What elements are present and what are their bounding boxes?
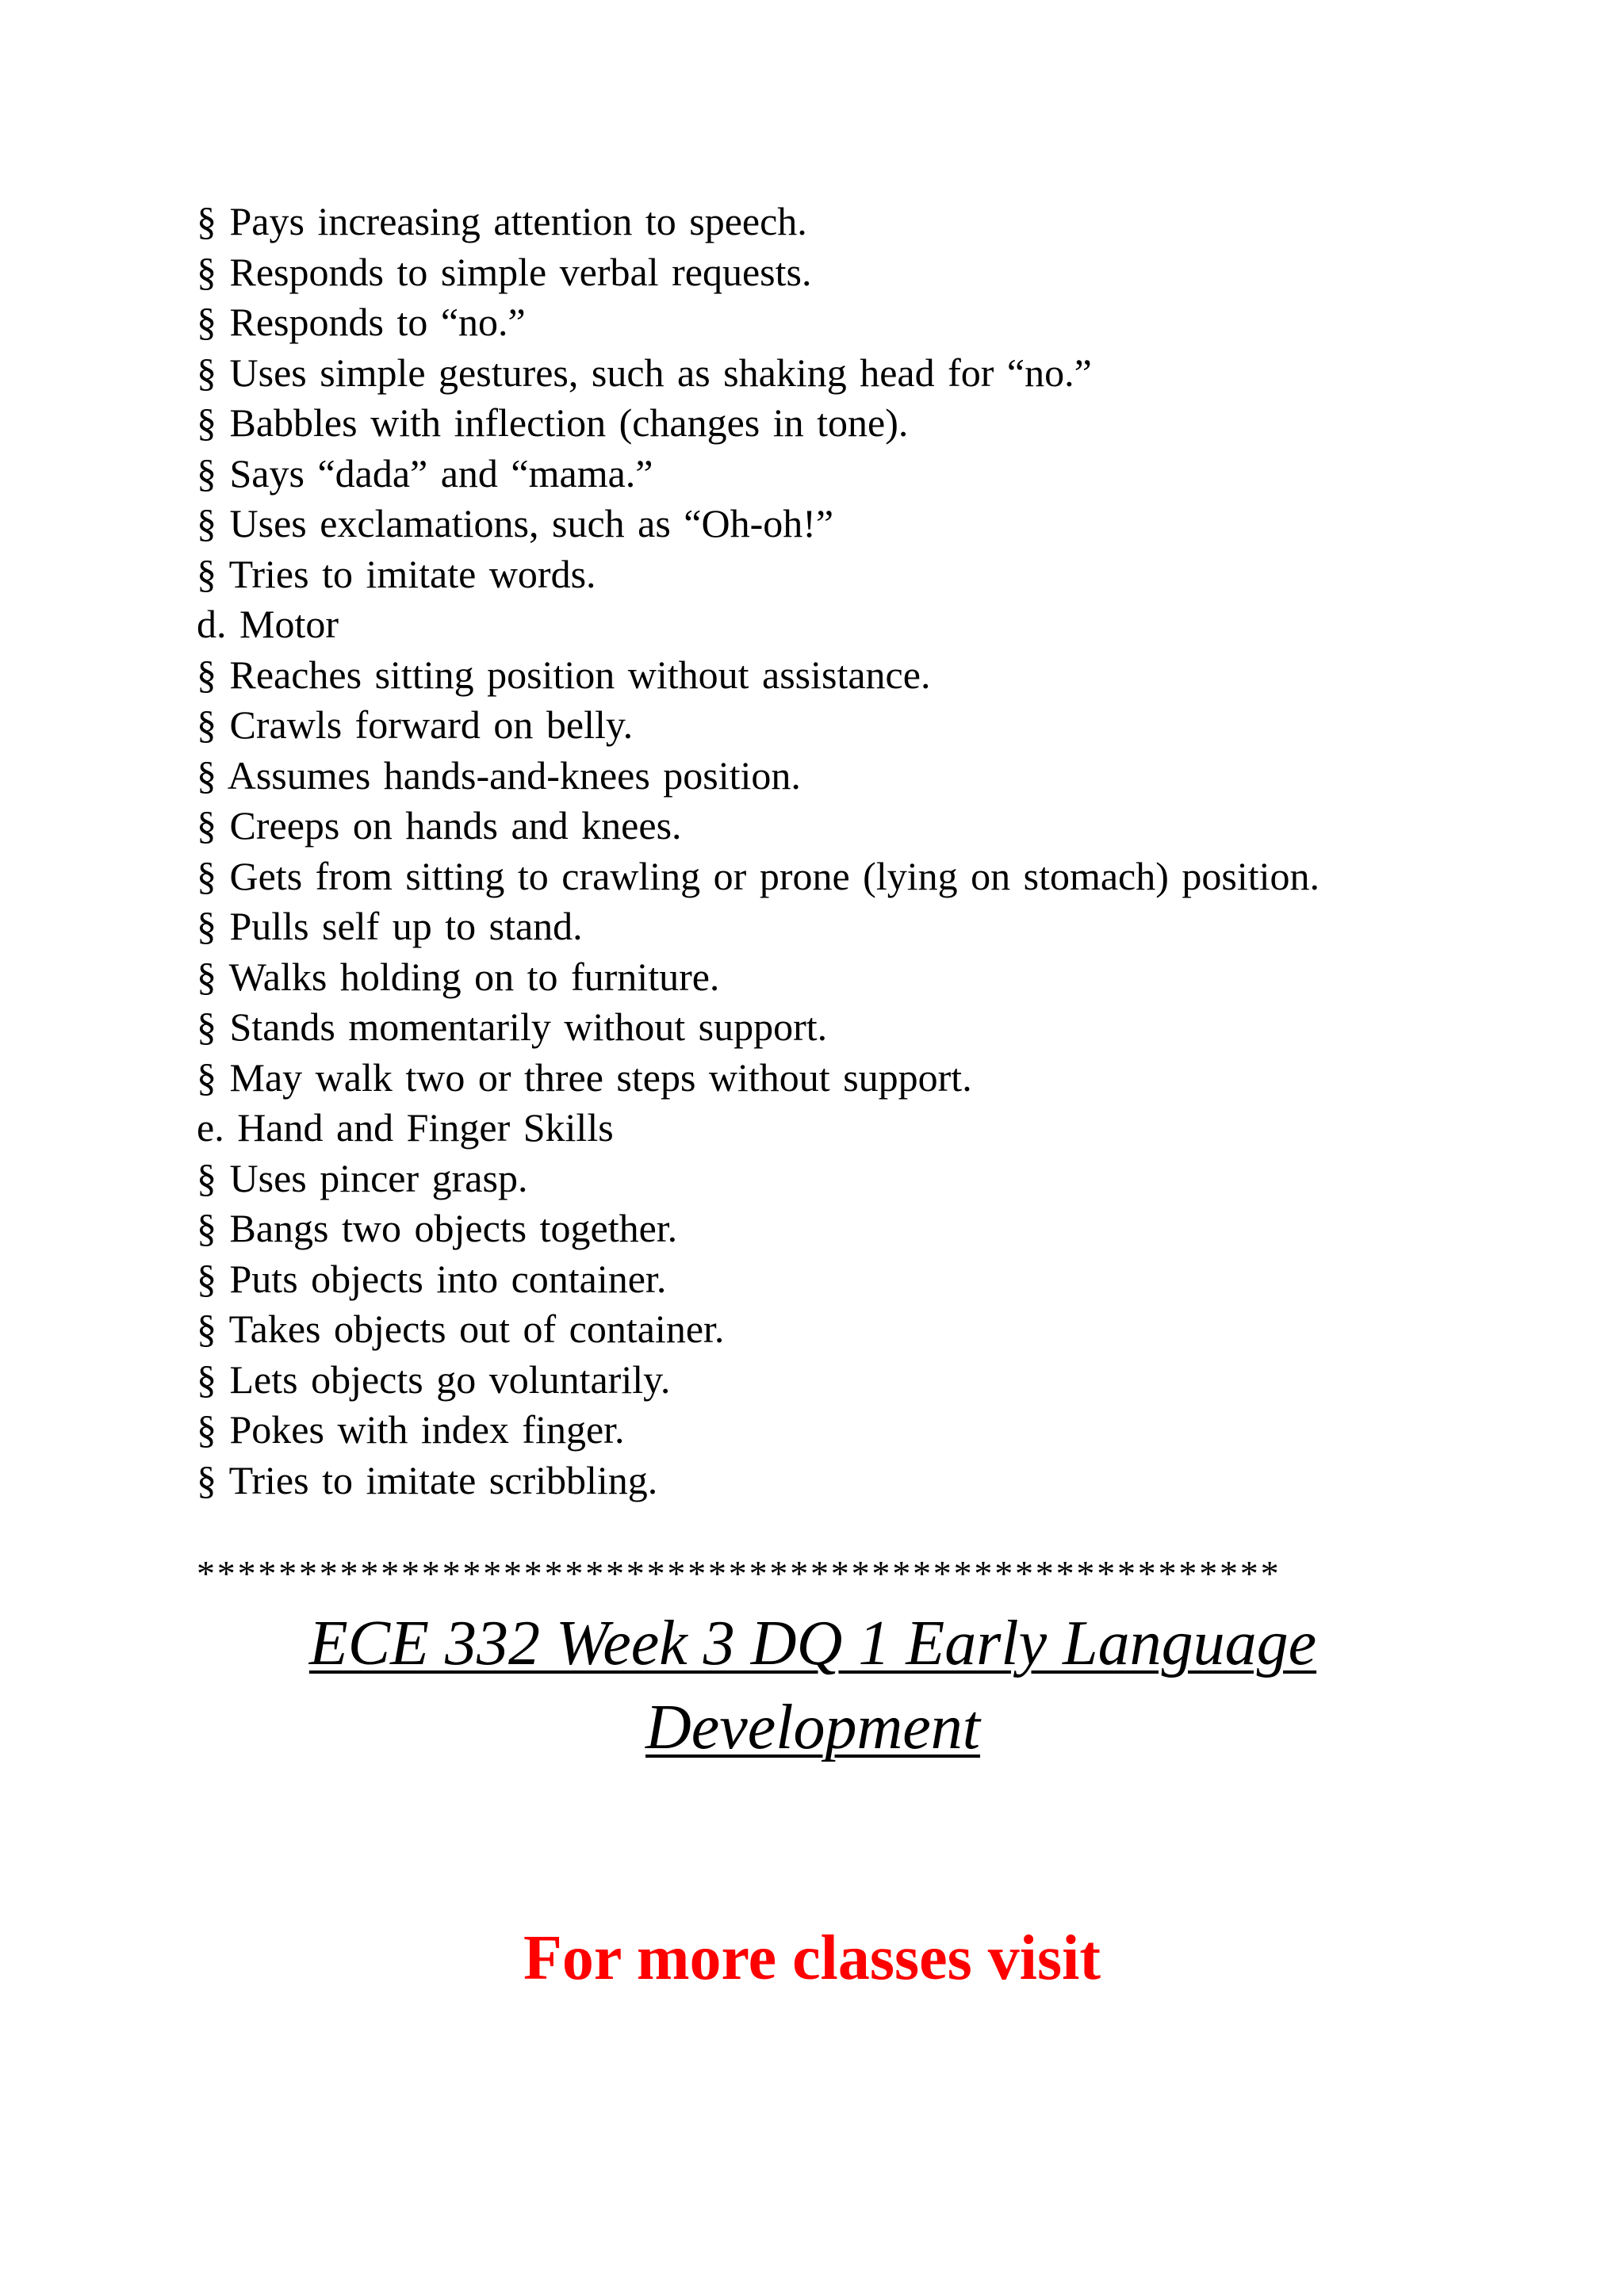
list-item: § Pulls self up to stand. <box>197 904 583 948</box>
list-item: § Takes objects out of container. <box>197 1307 725 1351</box>
visit-text: For more classes visit <box>523 1923 1101 1993</box>
list-item: § Responds to “no.” <box>197 300 526 344</box>
list-item: § Bangs two objects together. <box>197 1206 678 1250</box>
section-heading-hand-finger-skills: e. Hand and Finger Skills <box>197 1105 614 1150</box>
list-item: § Pays increasing attention to speech. <box>197 199 807 243</box>
list-item: § Assumes hands-and-knees position. <box>197 752 801 798</box>
list-item: § Responds to simple verbal requests. <box>197 249 812 294</box>
list-item: § Creeps on hands and knees. <box>197 803 682 848</box>
list-item: § Says “dada” and “mama.” <box>197 450 653 496</box>
section-heading-motor: d. Motor <box>197 602 339 646</box>
list-item: § Gets from sitting to crawling or prone (lying on stomach) position. <box>197 853 1320 898</box>
list-item: § Uses simple gestures, such as shaking head for “no.” <box>197 350 1092 395</box>
list-item: § Uses pincer grasp. <box>197 1155 528 1200</box>
list-item: § May walk two or three steps without support. <box>197 1054 972 1100</box>
list-item: § Reaches sitting position without assistance. <box>197 652 931 697</box>
document-body <box>197 197 1320 1506</box>
list-item: § Crawls forward on belly. <box>197 702 634 747</box>
list-item: § Lets objects go voluntarily. <box>197 1357 671 1402</box>
list-item: § Tries to imitate scribbling. <box>197 1457 658 1502</box>
list-item: § Walks holding on to furniture. <box>197 954 720 999</box>
asterisk-divider: ***************************************************** <box>197 1553 1281 1594</box>
list-item: § Puts objects into container. <box>197 1256 667 1301</box>
list-item: § Stands momentarily without support. <box>197 1004 828 1049</box>
document-title: ECE 332 Week 3 DQ 1 Early Language Development <box>308 1609 1317 1762</box>
list-item: § Babbles with inflection (changes in tone). <box>197 400 909 445</box>
list-item: § Pokes with index finger. <box>197 1407 625 1452</box>
list-item: § Uses exclamations, such as “Oh-oh!” <box>197 501 834 545</box>
list-item: § Tries to imitate words. <box>197 551 596 596</box>
